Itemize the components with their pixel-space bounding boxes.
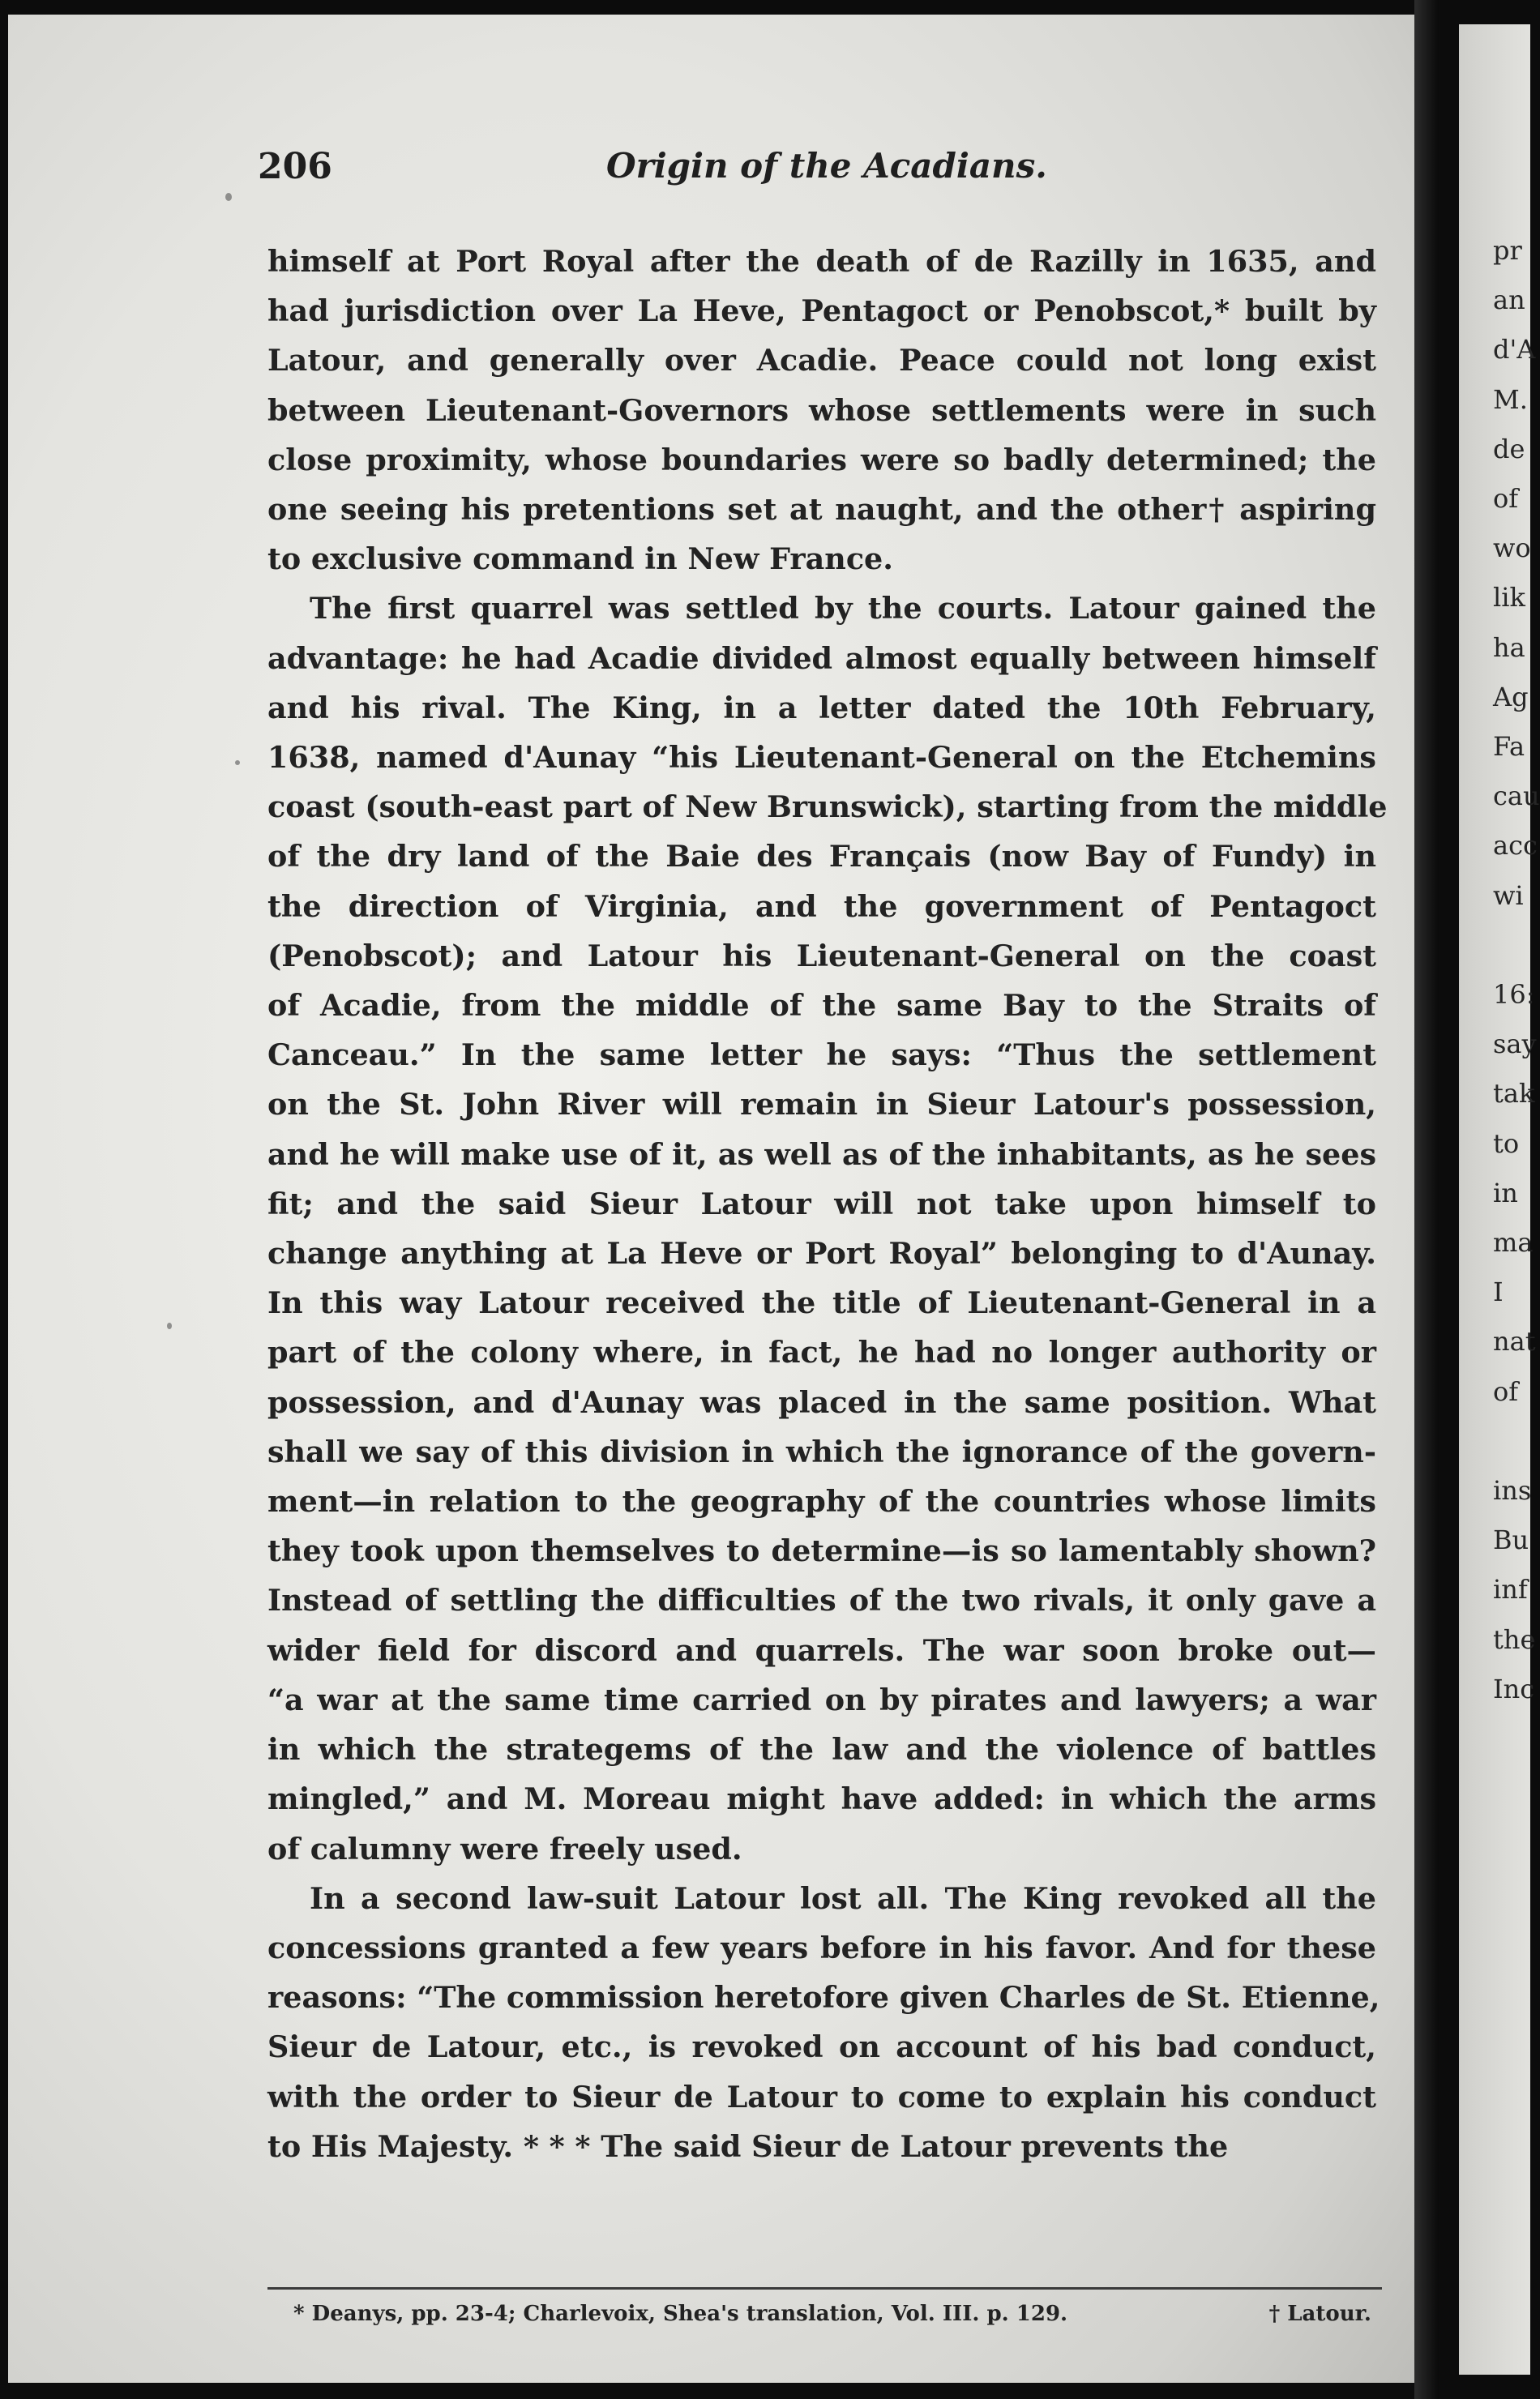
text-line: Instead of settling the difficulties of the two rivals, it only gave a	[267, 1583, 1376, 1619]
text-line: himself at Port Royal after the death of de Razilly in 1635, and	[267, 244, 1376, 279]
adjacent-page-fragment: the	[1493, 1623, 1536, 1655]
adjacent-page-fragment: wo	[1493, 532, 1531, 564]
text-line: possession, and d'Aunay was placed in the same position. What	[267, 1384, 1376, 1420]
adjacent-page-fragment: nat	[1493, 1326, 1536, 1358]
text-line: close proximity, whose boundaries were so badly determined; the	[267, 442, 1376, 477]
adjacent-page-fragment: 16:	[1493, 979, 1535, 1010]
ink-speck	[225, 193, 232, 201]
adjacent-page-fragment: ins	[1493, 1475, 1532, 1506]
text-line: of calumny were freely used.	[267, 1831, 742, 1867]
text-line: coast (south-east part of New Brunswick), starting from the middle	[267, 789, 1388, 825]
adjacent-page-fragment: cau	[1493, 780, 1540, 812]
text-line: on the St. John River will remain in Sieur Latour's possession,	[267, 1087, 1376, 1123]
adjacent-page-edge	[1459, 24, 1540, 2375]
adjacent-page-fragment: M.	[1493, 383, 1528, 415]
text-line: they took upon themselves to determine—is so lamentably shown?	[267, 1533, 1376, 1569]
gutter-shadow	[1414, 0, 1439, 2399]
body-text	[267, 237, 1388, 2171]
text-line: 1638, named d'Aunay “his Lieutenant-General on the Etchemins	[267, 740, 1376, 776]
text-line: ment—in relation to the geography of the countries whose limits	[267, 1484, 1376, 1520]
text-line: reasons: “The commission heretofore given Charles de St. Etienne,	[267, 1980, 1380, 2016]
text-line: and he will make use of it, as well as of the inhabitants, as he sees	[267, 1136, 1376, 1172]
running-head	[258, 146, 1376, 203]
text-line: In this way Latour received the title of Lieutenant-General in a	[267, 1285, 1376, 1321]
text-line: change anything at La Heve or Port Royal” belonging to d'Aunay.	[267, 1236, 1376, 1272]
adjacent-page-fragment: of	[1493, 1375, 1519, 1407]
text-line: In a second law-suit Latour lost all. The King revoked all the	[310, 1880, 1376, 1916]
text-line: (Penobscot); and Latour his Lieutenant-General on the coast	[267, 938, 1376, 973]
text-line: the direction of Virginia, and the government of Pentagoct	[267, 888, 1376, 924]
adjacent-page-fragment: say	[1493, 1028, 1537, 1060]
text-line: in which the strategems of the law and the violence of battles	[267, 1732, 1376, 1768]
text-line: The first quarrel was settled by the courts. Latour gained the	[310, 591, 1376, 626]
adjacent-page-fragment: I	[1493, 1276, 1504, 1308]
adjacent-page-fragment: to	[1493, 1127, 1520, 1159]
text-line: and his rival. The King, in a letter dated the 10th February,	[267, 690, 1376, 725]
text-line: with the order to Sieur de Latour to come to explain his conduct	[267, 2079, 1376, 2115]
adjacent-page-fragment: wi	[1493, 879, 1524, 911]
adjacent-page-fragment: of	[1493, 483, 1519, 514]
text-line: of Acadie, from the middle of the same Bay to the Straits of	[267, 988, 1376, 1024]
text-line: to His Majesty. * * * The said Sieur de Latour prevents the	[267, 2128, 1229, 2164]
footnote-deanys: * Deanys, pp. 23-4; Charlevoix, Shea's translation, Vol. III. p. 129.	[293, 2302, 1068, 2326]
adjacent-page-fragment: acc	[1493, 830, 1538, 862]
text-line: concessions granted a few years before in his favor. And for these	[267, 1930, 1376, 1965]
ink-speck	[167, 1323, 172, 1329]
adjacent-page-fragment: de	[1493, 433, 1525, 464]
text-line: one seeing his pretentions set at naught, and the other† aspiring	[267, 492, 1376, 528]
adjacent-page-fragment: lik	[1493, 582, 1525, 614]
adjacent-page-fragment: tak	[1493, 1078, 1535, 1110]
text-line: fit; and the said Sieur Latour will not take upon himself to	[267, 1186, 1376, 1221]
adjacent-page-fragment: d'A	[1493, 334, 1536, 366]
text-line: “a war at the same time carried on by pirates and lawyers; a war	[267, 1682, 1376, 1717]
text-line: shall we say of this division in which the ignorance of the govern-	[267, 1434, 1376, 1469]
text-line: Canceau.” In the same letter he says: “Thus the settlement	[267, 1037, 1376, 1073]
footnote-latour: † Latour.	[1268, 2302, 1371, 2326]
adjacent-page-fragment: pr	[1493, 235, 1522, 266]
text-line: between Lieutenant-Governors whose settlements were in such	[267, 392, 1376, 428]
adjacent-page-fragment: in	[1493, 1177, 1518, 1208]
text-line: Latour, and generally over Acadie. Peace could not long exist	[267, 343, 1376, 378]
running-title: Origin of the Acadians.	[606, 146, 1047, 186]
text-line: wider field for discord and quarrels. The war soon broke out—	[267, 1632, 1376, 1668]
adjacent-page-fragment: Ag	[1493, 681, 1529, 712]
ink-speck	[235, 760, 240, 765]
adjacent-page-fragment: Bu	[1493, 1524, 1529, 1556]
text-line: had jurisdiction over La Heve, Pentagoct or Penobscot,* built by	[267, 293, 1376, 329]
footnote-rule	[267, 2287, 1382, 2290]
text-line: part of the colony where, in fact, he had no longer authority or	[267, 1335, 1376, 1371]
adjacent-page-fragment: inf	[1493, 1574, 1528, 1606]
adjacent-page-fragment: Inc	[1493, 1673, 1535, 1704]
adjacent-page-fragment: ha	[1493, 631, 1525, 663]
text-line: of the dry land of the Baie des Français (now Bay of Fundy) in	[267, 839, 1376, 875]
text-line: to exclusive command in New France.	[267, 541, 893, 577]
adjacent-page-fragment: an	[1493, 284, 1525, 316]
footnotes	[293, 2302, 1371, 2326]
text-line: mingled,” and M. Moreau might have added: in which the arms	[267, 1781, 1376, 1817]
text-line: advantage: he had Acadie divided almost equally between himself	[267, 640, 1376, 676]
adjacent-page-fragment: ma	[1493, 1227, 1534, 1258]
page-number: 206	[258, 146, 332, 187]
text-line: Sieur de Latour, etc., is revoked on account of his bad conduct,	[267, 2029, 1376, 2065]
adjacent-page-fragment: Fa	[1493, 731, 1525, 762]
